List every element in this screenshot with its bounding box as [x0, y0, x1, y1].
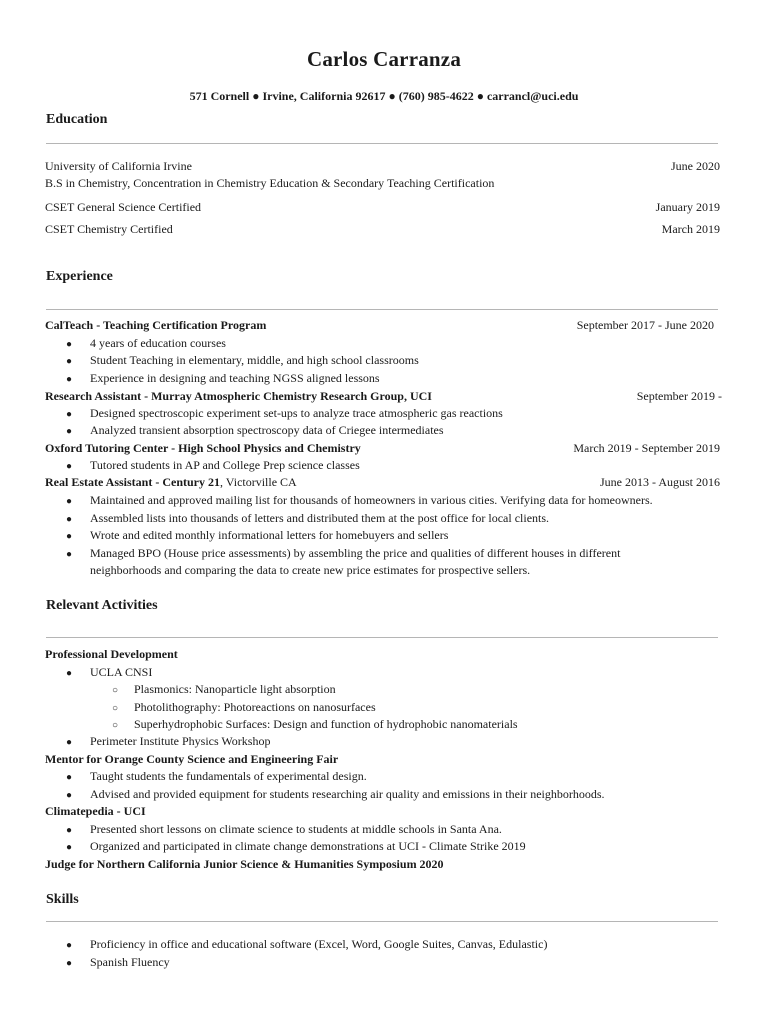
list-item: ● Analyzed transient absorption spectroscopy data of Criegee intermediates — [66, 423, 444, 437]
candidate-name: Carlos Carranza — [306, 47, 462, 71]
section-divider — [46, 637, 718, 638]
list-item: ● Spanish Fluency — [66, 955, 170, 969]
section-divider — [46, 143, 718, 144]
section-title-skills: Skills — [46, 892, 79, 907]
bullet-icon: ● — [66, 496, 73, 507]
list-item: ● Assembled lists into thousands of letters and distributed them at the post office for local clients. — [66, 511, 550, 525]
cert-date: January 2019 — [655, 200, 720, 214]
cert-name: CSET Chemistry Certified — [45, 222, 173, 236]
job-dates: September 2017 - June 2020 — [576, 318, 714, 332]
list-item: ● Perimeter Institute Physics Workshop — [66, 734, 271, 748]
list-item: ● Taught students the fundamentals of experimental design. — [66, 769, 367, 783]
list-item: ● Maintained and approved mailing list for thousands of homeowners in various cities. Verifying data for homeowners. — [66, 493, 653, 507]
circle-bullet-icon: ○ — [112, 685, 119, 696]
bullet-icon: ● — [66, 772, 73, 783]
job-location: , Victorville CA — [220, 475, 297, 489]
contact-line: 571 Cornell ● Irvine, California 92617 ● (760) 985-4622 ● carrancl@uci.edu — [189, 89, 579, 103]
section-title-experience: Experience — [46, 269, 113, 284]
degree-line: B.S in Chemistry, Concentration in Chemistry Education & Secondary Teaching Certification — [45, 176, 495, 190]
activity-heading: Mentor for Orange County Science and Engineering Fair — [45, 752, 339, 766]
circle-bullet-icon: ○ — [112, 720, 119, 731]
bullet-icon: ● — [66, 958, 73, 969]
sub-list-item: ○ Superhydrophobic Surfaces: Design and function of hydrophobic nanomaterials — [112, 717, 518, 731]
circle-bullet-icon: ○ — [112, 703, 119, 714]
bullet-icon: ● — [66, 531, 73, 542]
list-item: ● Tutored students in AP and College Prep science classes — [66, 458, 360, 472]
list-item: ● Student Teaching in elementary, middle, and high school classrooms — [66, 353, 419, 367]
list-item: ● Presented short lessons on climate science to students at middle schools in Santa Ana. — [66, 822, 502, 836]
list-item: ● Experience in designing and teaching NGSS aligned lessons — [66, 371, 380, 385]
section-divider — [46, 921, 718, 922]
bullet-icon: ● — [66, 374, 73, 385]
list-item: ● Advised and provided equipment for students researching air quality and emissions in their neighborhoods. — [66, 787, 605, 801]
cert-name: CSET General Science Certified — [45, 200, 202, 214]
job-dates: June 2013 - August 2016 — [600, 475, 720, 489]
bullet-icon: ● — [66, 668, 73, 679]
job-dates: September 2019 - — [636, 389, 722, 403]
list-item: ● Organized and participated in climate change demonstrations at UCI - Climate Strike 2019 — [66, 839, 526, 853]
bullet-icon: ● — [66, 426, 73, 437]
school-name: University of California Irvine — [45, 159, 192, 173]
sub-list-item: ○ Plasmonics: Nanoparticle light absorption — [112, 682, 336, 696]
bullet-icon: ● — [66, 461, 73, 472]
bullet-icon: ● — [66, 940, 73, 951]
job-realestate — [45, 475, 720, 490]
job-title: Research Assistant - Murray Atmospheric Chemistry Research Group, UCI — [45, 389, 432, 403]
section-title-education: Education — [46, 112, 108, 127]
list-item: ● Managed BPO (House price assessments) by assembling the price and qualities of different houses in different — [66, 546, 621, 560]
activity-heading: Judge for Northern California Junior Science & Humanities Symposium 2020 — [45, 857, 444, 871]
list-item: ● 4 years of education courses — [66, 336, 226, 350]
education-uci — [45, 159, 720, 174]
job-calteach — [45, 318, 714, 333]
list-item-continuation: neighborhoods and comparing the data to create new price estimates for prospective sellers. — [90, 563, 531, 577]
bullet-icon: ● — [66, 339, 73, 350]
job-dates: March 2019 - September 2019 — [573, 441, 720, 455]
section-title-activities: Relevant Activities — [46, 598, 158, 613]
list-item: ● UCLA CNSI — [66, 665, 153, 679]
cert-date: March 2019 — [661, 222, 720, 236]
bullet-icon: ● — [66, 356, 73, 367]
bullet-icon: ● — [66, 549, 73, 560]
list-item: ● Proficiency in office and educational software (Excel, Word, Google Suites, Canvas, Edulastic) — [66, 937, 548, 951]
graduation-date: June 2020 — [671, 159, 720, 173]
list-item: ● Wrote and edited monthly informational letters for homebuyers and sellers — [66, 528, 449, 542]
job-title: Real Estate Assistant - Century 21 — [45, 475, 220, 489]
bullet-icon: ● — [66, 790, 73, 801]
list-item: ● Designed spectroscopic experiment set-ups to analyze trace atmospheric gas reactions — [66, 406, 503, 420]
job-research — [45, 389, 722, 404]
activity-heading: Climatepedia - UCI — [45, 804, 146, 818]
job-title: CalTeach - Teaching Certification Program — [45, 318, 267, 332]
section-divider — [46, 309, 718, 310]
cert-chemistry — [45, 222, 720, 237]
activity-heading: Professional Development — [45, 647, 178, 661]
bullet-icon: ● — [66, 409, 73, 420]
sub-list-item: ○ Photolithography: Photoreactions on nanosurfaces — [112, 700, 376, 714]
job-tutoring — [45, 441, 720, 456]
cert-general-science — [45, 200, 720, 215]
bullet-icon: ● — [66, 842, 73, 853]
bullet-icon: ● — [66, 514, 73, 525]
bullet-icon: ● — [66, 737, 73, 748]
job-title: Oxford Tutoring Center - High School Physics and Chemistry — [45, 441, 361, 455]
bullet-icon: ● — [66, 825, 73, 836]
